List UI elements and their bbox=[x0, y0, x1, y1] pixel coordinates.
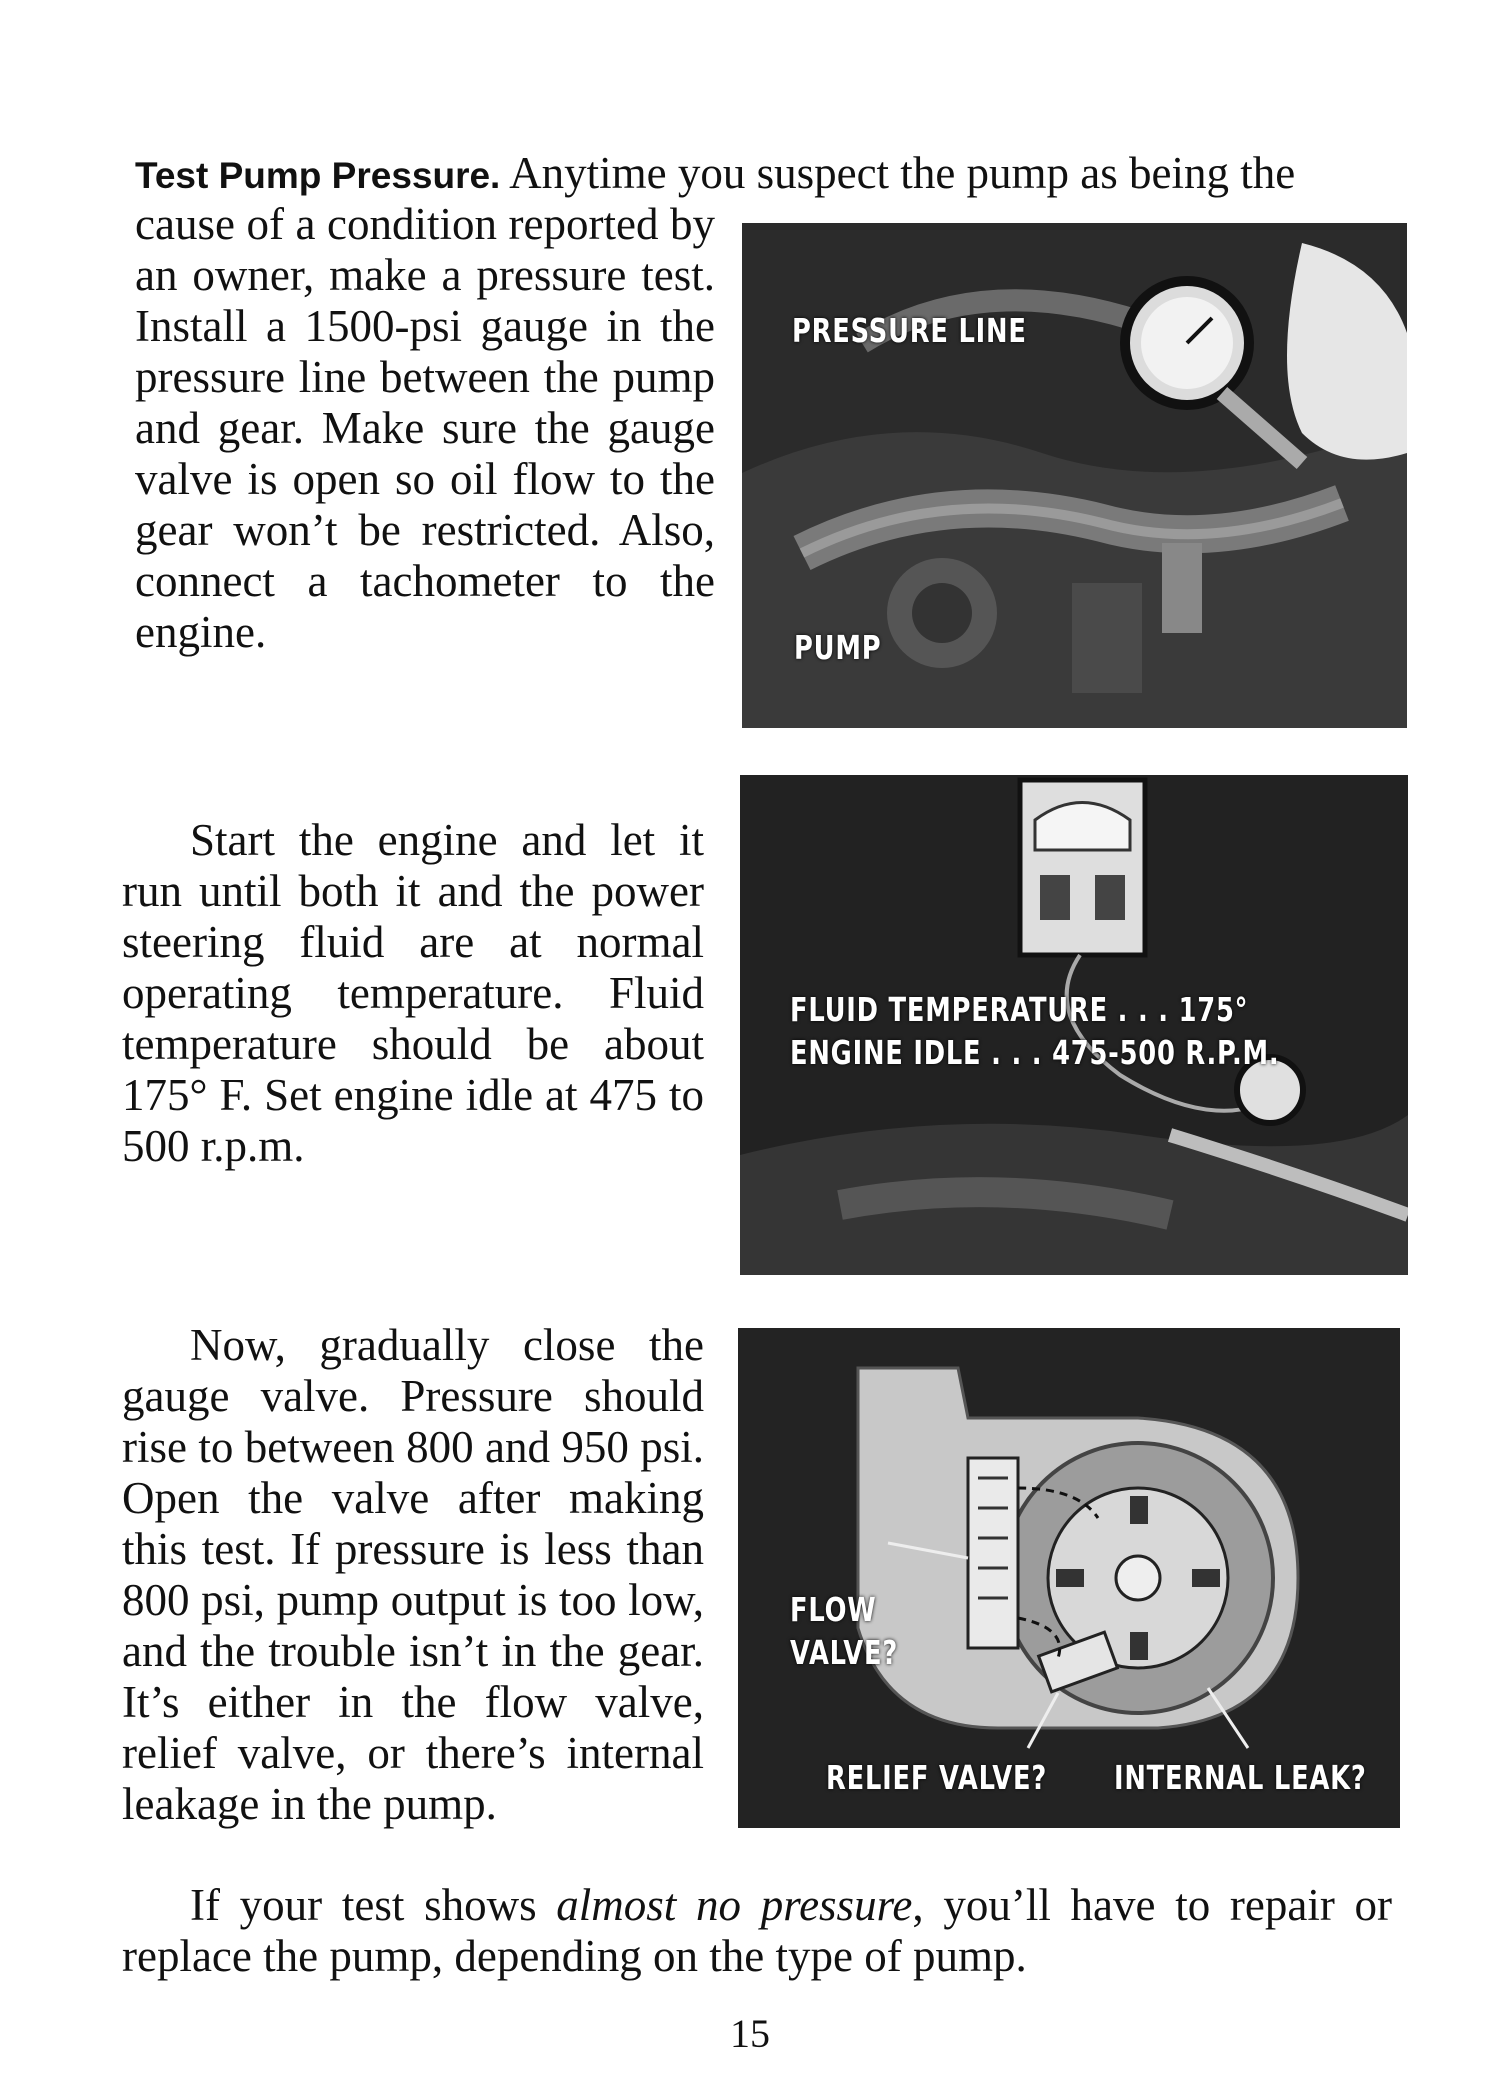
section2-body: Start the engine and let it run until both it and the power steering fluid are at normal operating temperature. Fluid temperature should be about 175° F. Set engine idle at 475 to 500 r.p.m. bbox=[122, 815, 704, 1171]
engine-temperature-photo bbox=[740, 775, 1408, 1275]
pump-cutaway-illustration bbox=[738, 1328, 1400, 1828]
section1-first-line-text: Anytime you suspect the pump as being the bbox=[500, 148, 1296, 198]
section4-after: , you’ll have to repair or replace the pump, depending on the type of pump. bbox=[122, 1880, 1393, 1981]
section1-heading: Test Pump Pressure. bbox=[135, 155, 501, 196]
pressure-test-photo bbox=[742, 223, 1407, 728]
section3-body: Now, gradually close the gauge valve. Pressure should rise to between 800 and 950 psi. Open the valve after making this test. If pressure is less than 800 psi, pump output is too low, and the trouble isn’t in the gear. It’s either in the flow valve, relief valve, or there’s internal leakage in the pump. bbox=[122, 1320, 704, 1829]
flow-valve-label-line2: VALVE? bbox=[790, 1633, 899, 1672]
section4-emphasis: almost no pressure bbox=[556, 1880, 913, 1930]
fluid-temperature-label: FLUID TEMPERATURE . . . 175° bbox=[790, 990, 1249, 1029]
pump-cutaway-diagram bbox=[738, 1328, 1400, 1828]
section4-before: If your test shows bbox=[190, 1880, 557, 1930]
page-number: 15 bbox=[730, 2011, 770, 2056]
section4-body bbox=[122, 1880, 1392, 1982]
flow-valve-label-line1: FLOW bbox=[790, 1590, 877, 1629]
section1-first-line bbox=[135, 148, 1405, 201]
relief-valve-label: RELIEF VALVE? bbox=[826, 1758, 1048, 1797]
pressure-line-label: PRESSURE LINE bbox=[792, 311, 1027, 350]
internal-leak-label: INTERNAL LEAK? bbox=[1114, 1758, 1367, 1797]
section1-body: cause of a condition reported by an owner, make a pressure test. Install a 1500-psi gauge in the pressure line between the pump and gear. Make sure the gauge valve is open so oil flow to the gear won’t be restricted. Also, connect a tachometer to the engine. bbox=[135, 199, 715, 657]
pump-label: PUMP bbox=[794, 628, 882, 667]
engine-idle-label: ENGINE IDLE . . . 475-500 R.P.M. bbox=[790, 1033, 1280, 1072]
